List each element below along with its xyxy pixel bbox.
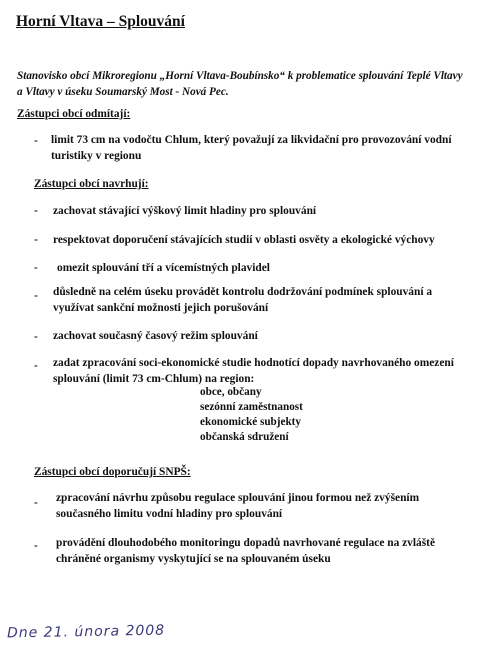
bullet-dash: - bbox=[34, 135, 38, 147]
bullet-dash: - bbox=[34, 360, 38, 372]
list-item: omezit splouvání tří a vícemístných plavidel bbox=[57, 262, 270, 274]
sub-list-item: obce, občany bbox=[200, 386, 262, 398]
bullet-dash: - bbox=[34, 205, 38, 217]
list-item: zpracování návrhu způsobu regulace splouvání jinou formou než zvýšením současného limitu vodní hladiny pro splouvání bbox=[56, 492, 420, 520]
list-item: zachovat současný časový režim splouvání bbox=[53, 330, 258, 342]
document-title: Horní Vltava – Splouvání bbox=[16, 13, 185, 30]
list-item: důsledně na celém úseku provádět kontrolu dodržování podmínek splouvání a využívat sankční možnosti jejich porušování bbox=[53, 286, 433, 314]
section-heading-doporucuji: Zástupci obcí doporučují SNPŠ: bbox=[34, 466, 191, 478]
intro-paragraph: Stanovisko obcí Mikroregionu „Horní Vltava-Boubínsko“ k problematice splouvání Teplé Vltavy a Vltavy v úseku Soumarský Most - Nová Pec. bbox=[17, 70, 463, 98]
bullet-dash: - bbox=[34, 290, 38, 302]
bullet-dash: - bbox=[34, 234, 38, 246]
list-item: limit 73 cm na vodočtu Chlum, který považují za likvidační pro provozování vodní turistiky v regionu bbox=[51, 134, 452, 162]
list-item: zadat zpracování soci-ekonomické studie hodnotící dopady navrhovaného omezení splouvání (limit 73 cm-Chlum) na region: bbox=[53, 357, 454, 385]
sub-list-item: sezónní zaměstnanost bbox=[200, 401, 303, 413]
list-item: provádění dlouhodobého monitoringu dopadů navrhované regulace na zvláště chráněné organismy vyskytující se na splouvaném úseku bbox=[56, 537, 436, 565]
section-heading-odmitaji: Zástupci obcí odmítají: bbox=[17, 108, 131, 120]
bullet-dash: - bbox=[34, 262, 38, 274]
section-heading-navrhuji: Zástupci obcí navrhují: bbox=[34, 178, 149, 190]
list-item: respektovat doporučení stávajících studií v oblasti osvěty a ekologické výchovy bbox=[53, 234, 435, 246]
bullet-dash: - bbox=[34, 497, 38, 509]
list-item: zachovat stávající výškový limit hladiny pro splouvání bbox=[53, 205, 317, 217]
bullet-dash: - bbox=[34, 331, 38, 343]
handwritten-date: Dne 21. února 2008 bbox=[6, 622, 166, 642]
sub-list-item: ekonomické subjekty bbox=[200, 416, 302, 428]
sub-list-item: občanská sdružení bbox=[200, 431, 289, 443]
bullet-dash: - bbox=[34, 540, 38, 552]
